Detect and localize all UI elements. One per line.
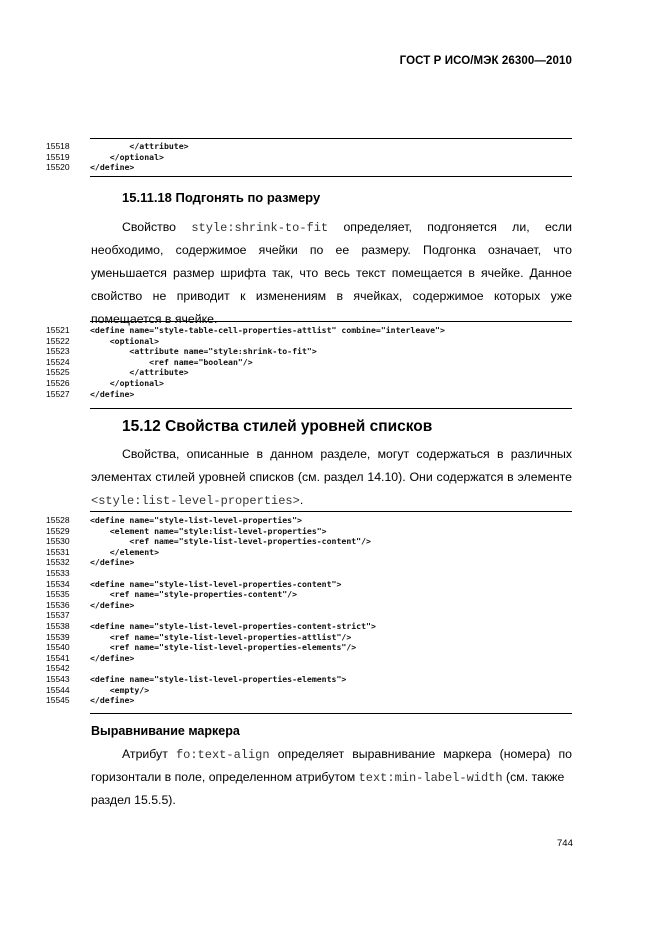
paragraph-line: Свойства, описанные в данном разделе, могут содержаться в различных bbox=[122, 447, 572, 461]
code-block-bottom-rule bbox=[90, 176, 572, 177]
text-run: горизонтали в поле, определенном атрибутом bbox=[91, 770, 359, 784]
code-block bbox=[46, 138, 572, 177]
code-block-bottom-rule bbox=[90, 408, 572, 409]
paragraph-line bbox=[91, 743, 572, 766]
line-number: 15532 bbox=[46, 557, 70, 568]
line-number: 15530 bbox=[46, 536, 70, 547]
code-text: </element> bbox=[90, 546, 160, 557]
code-text: <define name="style-list-level-properties"> bbox=[90, 515, 302, 525]
line-number: 15539 bbox=[46, 631, 70, 642]
line-number: 15528 bbox=[46, 515, 70, 525]
code-block-bottom-rule bbox=[90, 713, 572, 714]
body-paragraph bbox=[91, 216, 572, 331]
line-number: 15525 bbox=[46, 367, 70, 378]
line-number: 15534 bbox=[46, 578, 70, 589]
paragraph-line bbox=[91, 489, 572, 512]
line-number: 15519 bbox=[46, 151, 70, 162]
code-line bbox=[46, 325, 572, 336]
code-line bbox=[46, 336, 572, 347]
line-number: 15526 bbox=[46, 377, 70, 388]
code-line bbox=[46, 674, 572, 685]
code-line bbox=[46, 162, 572, 173]
code-text: <optional> bbox=[90, 335, 160, 346]
code-text: <define name="style-list-level-properties-content"> bbox=[90, 578, 342, 589]
section-heading: 15.11.18 Подгонять по размеру bbox=[122, 190, 321, 205]
text-run: определяет выравнивание маркера (номера) по bbox=[269, 747, 572, 761]
line-number: 15545 bbox=[46, 695, 70, 706]
inline-code: style:shrink-to-fit bbox=[191, 221, 329, 235]
line-number: 15533 bbox=[46, 567, 70, 578]
code-line bbox=[46, 141, 572, 152]
code-line bbox=[46, 547, 572, 558]
code-line bbox=[46, 579, 572, 590]
code-text: <attribute name="style:shrink-to-fit"> bbox=[90, 346, 317, 357]
code-line bbox=[46, 621, 572, 632]
code-line bbox=[46, 357, 572, 368]
code-line bbox=[46, 642, 572, 653]
text-run: (см. также bbox=[502, 770, 565, 784]
inline-code: <style:list-level-properties> bbox=[91, 494, 300, 508]
code-text: </define> bbox=[90, 599, 135, 610]
body-paragraph bbox=[91, 743, 572, 812]
line-number: 15538 bbox=[46, 620, 70, 631]
paragraph-line: свойство не приводит к изменениям в ячейках, содержимое которых уже bbox=[91, 289, 572, 303]
code-text: </define> bbox=[90, 162, 135, 173]
code-block bbox=[46, 511, 572, 714]
code-line bbox=[46, 536, 572, 547]
code-text: <ref name="style-list-level-properties-elements"/> bbox=[90, 642, 357, 653]
line-number: 15522 bbox=[46, 335, 70, 346]
paragraph-line: необходимо, содержимое ячейки по ее размеру. Подгонка означает, что bbox=[91, 243, 572, 257]
code-text: <element name="style:list-level-properties"> bbox=[90, 525, 327, 536]
paragraph-line: элементах стилей уровней списков (см. раздел 14.10). Они содержатся в элементе bbox=[91, 470, 572, 484]
code-text: </define> bbox=[90, 695, 135, 706]
code-line bbox=[46, 632, 572, 643]
code-text: </define> bbox=[90, 388, 135, 399]
line-number: 15523 bbox=[46, 346, 70, 357]
code-block-top-rule bbox=[90, 321, 572, 322]
line-number: 15543 bbox=[46, 673, 70, 684]
inline-code: text:min-label-width bbox=[358, 771, 503, 785]
code-line bbox=[46, 600, 572, 611]
code-block-top-rule bbox=[90, 511, 572, 512]
line-number: 15541 bbox=[46, 652, 70, 663]
code-block-top-rule bbox=[90, 138, 572, 139]
code-text: </optional> bbox=[90, 151, 164, 162]
code-text: <define name="style-table-cell-properties-attlist" combine="interleave"> bbox=[90, 325, 445, 335]
text-run: Свойство bbox=[122, 220, 192, 234]
line-number: 15536 bbox=[46, 599, 70, 610]
line-number: 15521 bbox=[46, 325, 70, 335]
code-text: </attribute> bbox=[90, 141, 189, 151]
code-line bbox=[46, 568, 572, 579]
code-line bbox=[46, 557, 572, 568]
paragraph-line bbox=[91, 216, 572, 239]
code-text: </define> bbox=[90, 557, 135, 568]
paragraph-line bbox=[91, 766, 572, 789]
page-number: 744 bbox=[557, 838, 573, 849]
paragraph-line: помещается в ячейке. bbox=[91, 312, 218, 326]
code-line bbox=[46, 589, 572, 600]
code-line bbox=[46, 610, 572, 621]
line-number: 15518 bbox=[46, 141, 70, 151]
code-text: </optional> bbox=[90, 377, 164, 388]
text-run: Атрибут bbox=[122, 747, 176, 761]
line-number: 15531 bbox=[46, 546, 70, 557]
paragraph-line: уменьшается размер шрифта так, что весь текст помещается в ячейке. Данное bbox=[91, 266, 572, 280]
code-line bbox=[46, 526, 572, 537]
section-heading: 15.12 Свойства стилей уровней списков bbox=[122, 418, 433, 435]
code-line bbox=[46, 367, 572, 378]
code-text: <define name="style-list-level-properties-elements"> bbox=[90, 673, 347, 684]
code-text: </define> bbox=[90, 652, 135, 663]
paragraph-line: раздел 15.5.5). bbox=[91, 793, 176, 807]
subsection-heading: Выравнивание маркера bbox=[91, 724, 240, 738]
document-header: ГОСТ Р ИСО/МЭК 26300—2010 bbox=[399, 55, 572, 67]
line-number: 15529 bbox=[46, 525, 70, 536]
code-text: <empty/> bbox=[90, 684, 150, 695]
body-paragraph bbox=[91, 443, 572, 512]
code-text: <ref name="style-list-level-properties-content"/> bbox=[90, 536, 371, 547]
text-run: определяет, подгоняется ли, если bbox=[328, 220, 572, 234]
line-number: 15524 bbox=[46, 356, 70, 367]
code-line bbox=[46, 378, 572, 389]
text-run: . bbox=[299, 493, 304, 507]
code-line bbox=[46, 695, 572, 706]
code-line bbox=[46, 346, 572, 357]
code-text: <define name="style-list-level-properties-content-strict"> bbox=[90, 620, 376, 631]
code-text: <ref name="style-properties-content"/> bbox=[90, 589, 298, 600]
code-line bbox=[46, 685, 572, 696]
line-number: 15540 bbox=[46, 642, 70, 653]
code-line bbox=[46, 152, 572, 163]
code-line bbox=[46, 389, 572, 400]
code-text: <ref name="boolean"/> bbox=[90, 356, 253, 367]
inline-code: fo:text-align bbox=[175, 748, 270, 762]
code-text: </attribute> bbox=[90, 367, 189, 378]
line-number: 15527 bbox=[46, 388, 70, 399]
line-number: 15520 bbox=[46, 162, 70, 173]
line-number: 15544 bbox=[46, 684, 70, 695]
code-line bbox=[46, 653, 572, 664]
code-line bbox=[46, 663, 572, 674]
code-text: <ref name="style-list-level-properties-attlist"/> bbox=[90, 631, 352, 642]
line-number: 15537 bbox=[46, 610, 70, 621]
line-number: 15535 bbox=[46, 589, 70, 600]
code-block bbox=[46, 321, 572, 409]
code-line bbox=[46, 515, 572, 526]
line-number: 15542 bbox=[46, 663, 70, 674]
